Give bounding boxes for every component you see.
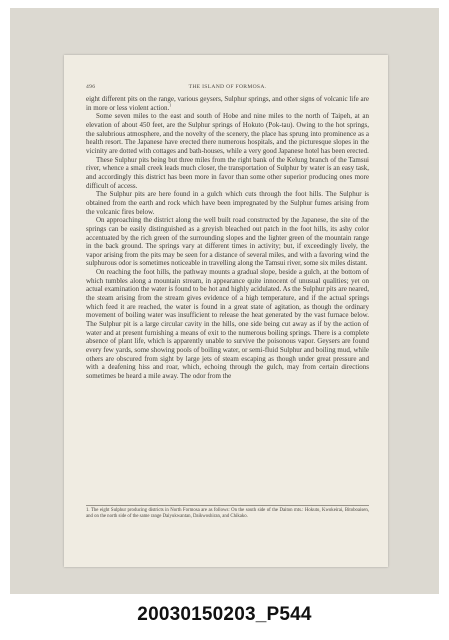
footnote: 1. The eight Sulphur producing districts in North Formosa are as follows: On the south side of the Daiton mts.: Hokuto, Kwokeirai, Bitoboaisen, and on the north side of the same range Daiyukwantan, Daikwoshiran, and Chikako. [86,508,369,520]
paragraph-text: The Sulphur pits are here found in a gulch which cuts through the foot hills. The Sulphur is obtained from the earth and rock which have been impregnated by the Sulphur fumes arising from the volcanic fires below. [86,190,369,216]
footnote-ref: 1 [169,102,172,108]
paragraph [86,112,369,155]
paragraph [86,156,369,191]
footnote-divider [86,505,369,506]
paragraph-text: On reaching the foot hills, the pathway mounts a gradual slope, beside a gulch, at the bottom of which tumbles along a mountain stream, in appearance quite innocent of unusual qualities; yet on actual examination the water is found to be hot and highly acidulated. As the Sulphur pits are neared, the steam arising from the stream gives evidence of a high temperature, and if the actual springs which feed it are reached, the water is found in a great state of agitation, as though the ordinary movement of boiling water was insufficient to release the heat generated by the vast furnace below. The Sulphur pit is a large circular cavity in the hills, one side being cut away as if by the action of water and at present furnishing a means of exit to the numerous boiling springs. There is a complete absence of plant life, which is apparently unable to survive the poisonous vapor. Geysers are found every few yards, some showing pools of boiling water, or semi-fluid Sulphur and boiling mud, while others are obscured from sight by large jets of steam escaping as though under great pressure and with a deafening hiss and roar, which, echoing through the gulch, may from certain directions sometimes be heard a mile away. The odor from the [86,268,369,380]
page-number: 496 [86,84,96,90]
paragraph-text: On approaching the district along the well built road constructed by the Japanese, the site of the springs can be easily distinguished as a greyish bleached out patch in the foot hills, its ashy color accentuated by the rich green of the surrounding slopes and the lighter green of the mountain range in the back ground. The springs vary at different times in activity; but, if exceedingly lively, the vapor arising from the pits may be seen for a distance of several miles, and with a favoring wind the sulphurous odor is sometimes noticeable in travelling along the Tamsui river, some six miles distant. [86,216,369,268]
paragraph [86,268,369,381]
book-page [64,55,388,567]
body-text [86,95,369,381]
archive-caption: 20030150203_P544 [137,604,312,625]
paragraph [86,216,369,268]
paragraph [86,95,369,112]
running-head: THE ISLAND OF FORMOSA. [188,84,267,90]
paragraph-text: Some seven miles to the east and south of Hobe and nine miles to the north of Taipeh, at an elevation of about 450 feet, are the Sulphur springs of Hokuto (Pok-tau). Owing to the hot springs, the salubrious atmosphere, and the novelty of the scenery, the place has sprung into prominence as a health resort. The Japanese have erected there numerous hospitals, and the picturesque slopes in the vicinity are dotted with cottages and bath-houses, while a very good Japanese hotel has been erected. [86,112,369,155]
paragraph [86,190,369,216]
paragraph-text: These Sulphur pits being but three miles from the right bank of the Kelung branch of the Tamsui river, whence a small creek leads much closer, the transportation of Sulphur by water is an easy task, and accordingly this district has been more in favor than some other superior producing ones more difficult of access. [86,155,369,190]
paragraph-text: eight different pits on the range, various geysers, Sulphur springs, and other signs of volcanic life are in more or less violent action. [86,95,369,112]
